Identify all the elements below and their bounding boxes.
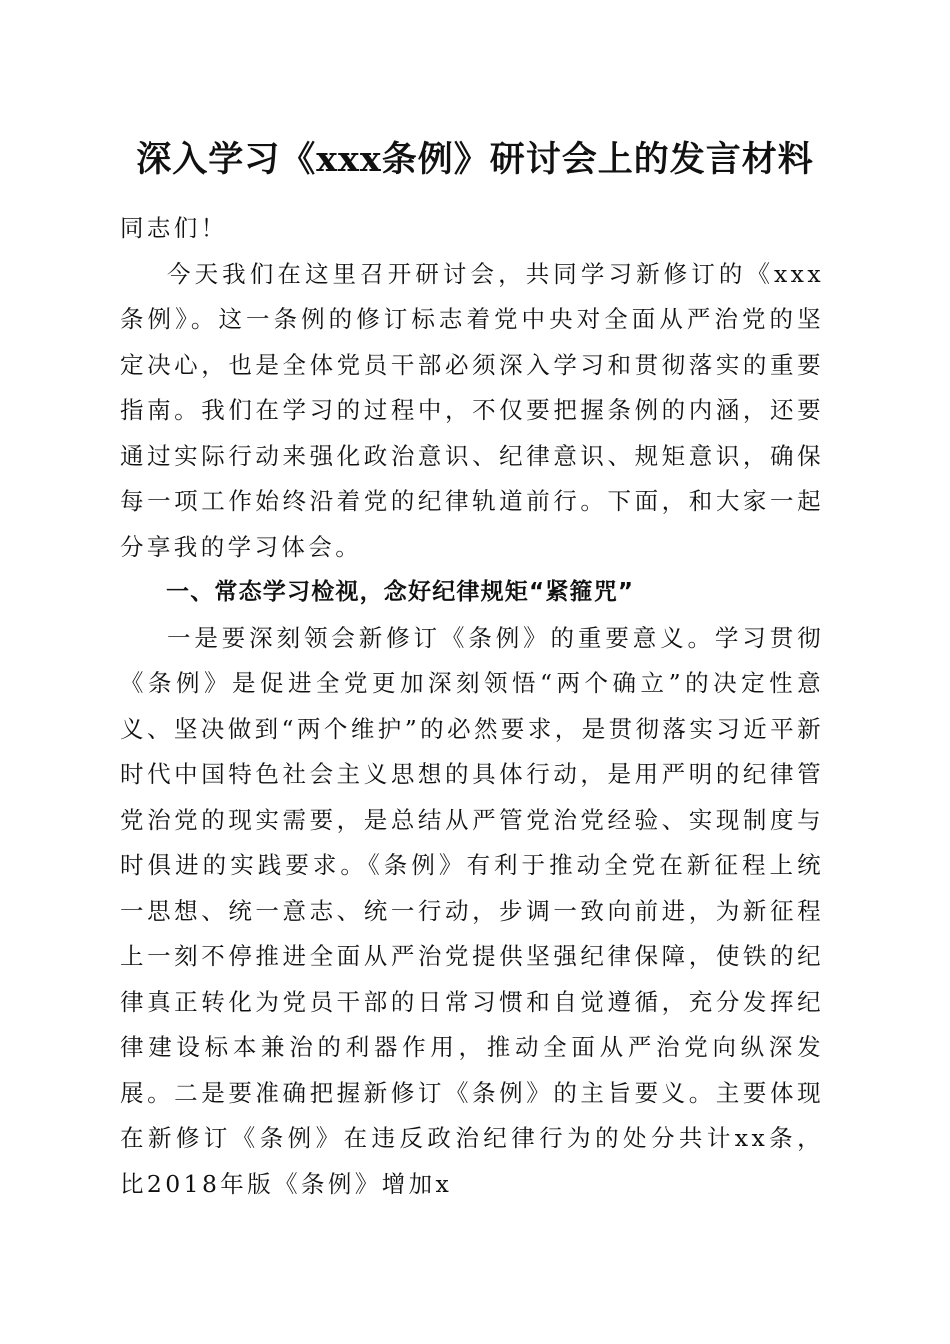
salutation: 同志们！: [120, 214, 228, 242]
document-title: 深入学习《xxx条例》研讨会上的发言材料: [136, 139, 814, 180]
section-heading-1: 一、常态学习检视，念好纪律规矩“紧箍咒”: [166, 579, 635, 605]
paragraph-section-1: 一是要深刻领会新修订《条例》的重要意义。学习贯彻《条例》是促进全党更加深刻领悟“两个确立”的决定性意义、坚决做到“两个维护”的必然要求，是贯彻落实习近平新时代中国特色社会主义思想的具体行动，是用严明的纪律管党治党的现实需要，是总结从严管党治党经验、实现制度与时俱进的实践要求。《条例》有利于推动全党在新征程上统一思想、统一意志、统一行动，步调一致向前进，为新征程上一刻不停推进全面从严治党提供坚强纪律保障，使铁的纪律真正转化为党员干部的日常习惯和自觉遵循，充分发挥纪律建设标本兼治的利器作用，推动全面从严治党向纵深发展。二是要准确把握新修订《条例》的主旨要义。主要体现在新修订《条例》在违反政治纪律行为的处分共计xx条，比2018年版《条例》增加x: [120, 623, 824, 1198]
document-body: [120, 206, 824, 1207]
paragraph-intro: 今天我们在这里召开研讨会，共同学习新修订的《xxx条例》。这一条例的修订标志着党中央对全面从严治党的坚定决心，也是全体党员干部必须深入学习和贯彻落实的重要指南。我们在学习的过程中，不仅要把握条例的内涵，还要通过实际行动来强化政治意识、纪律意识、规矩意识，确保每一项工作始终沿着党的纪律轨道前行。下面，和大家一起分享我的学习体会。: [120, 259, 824, 561]
